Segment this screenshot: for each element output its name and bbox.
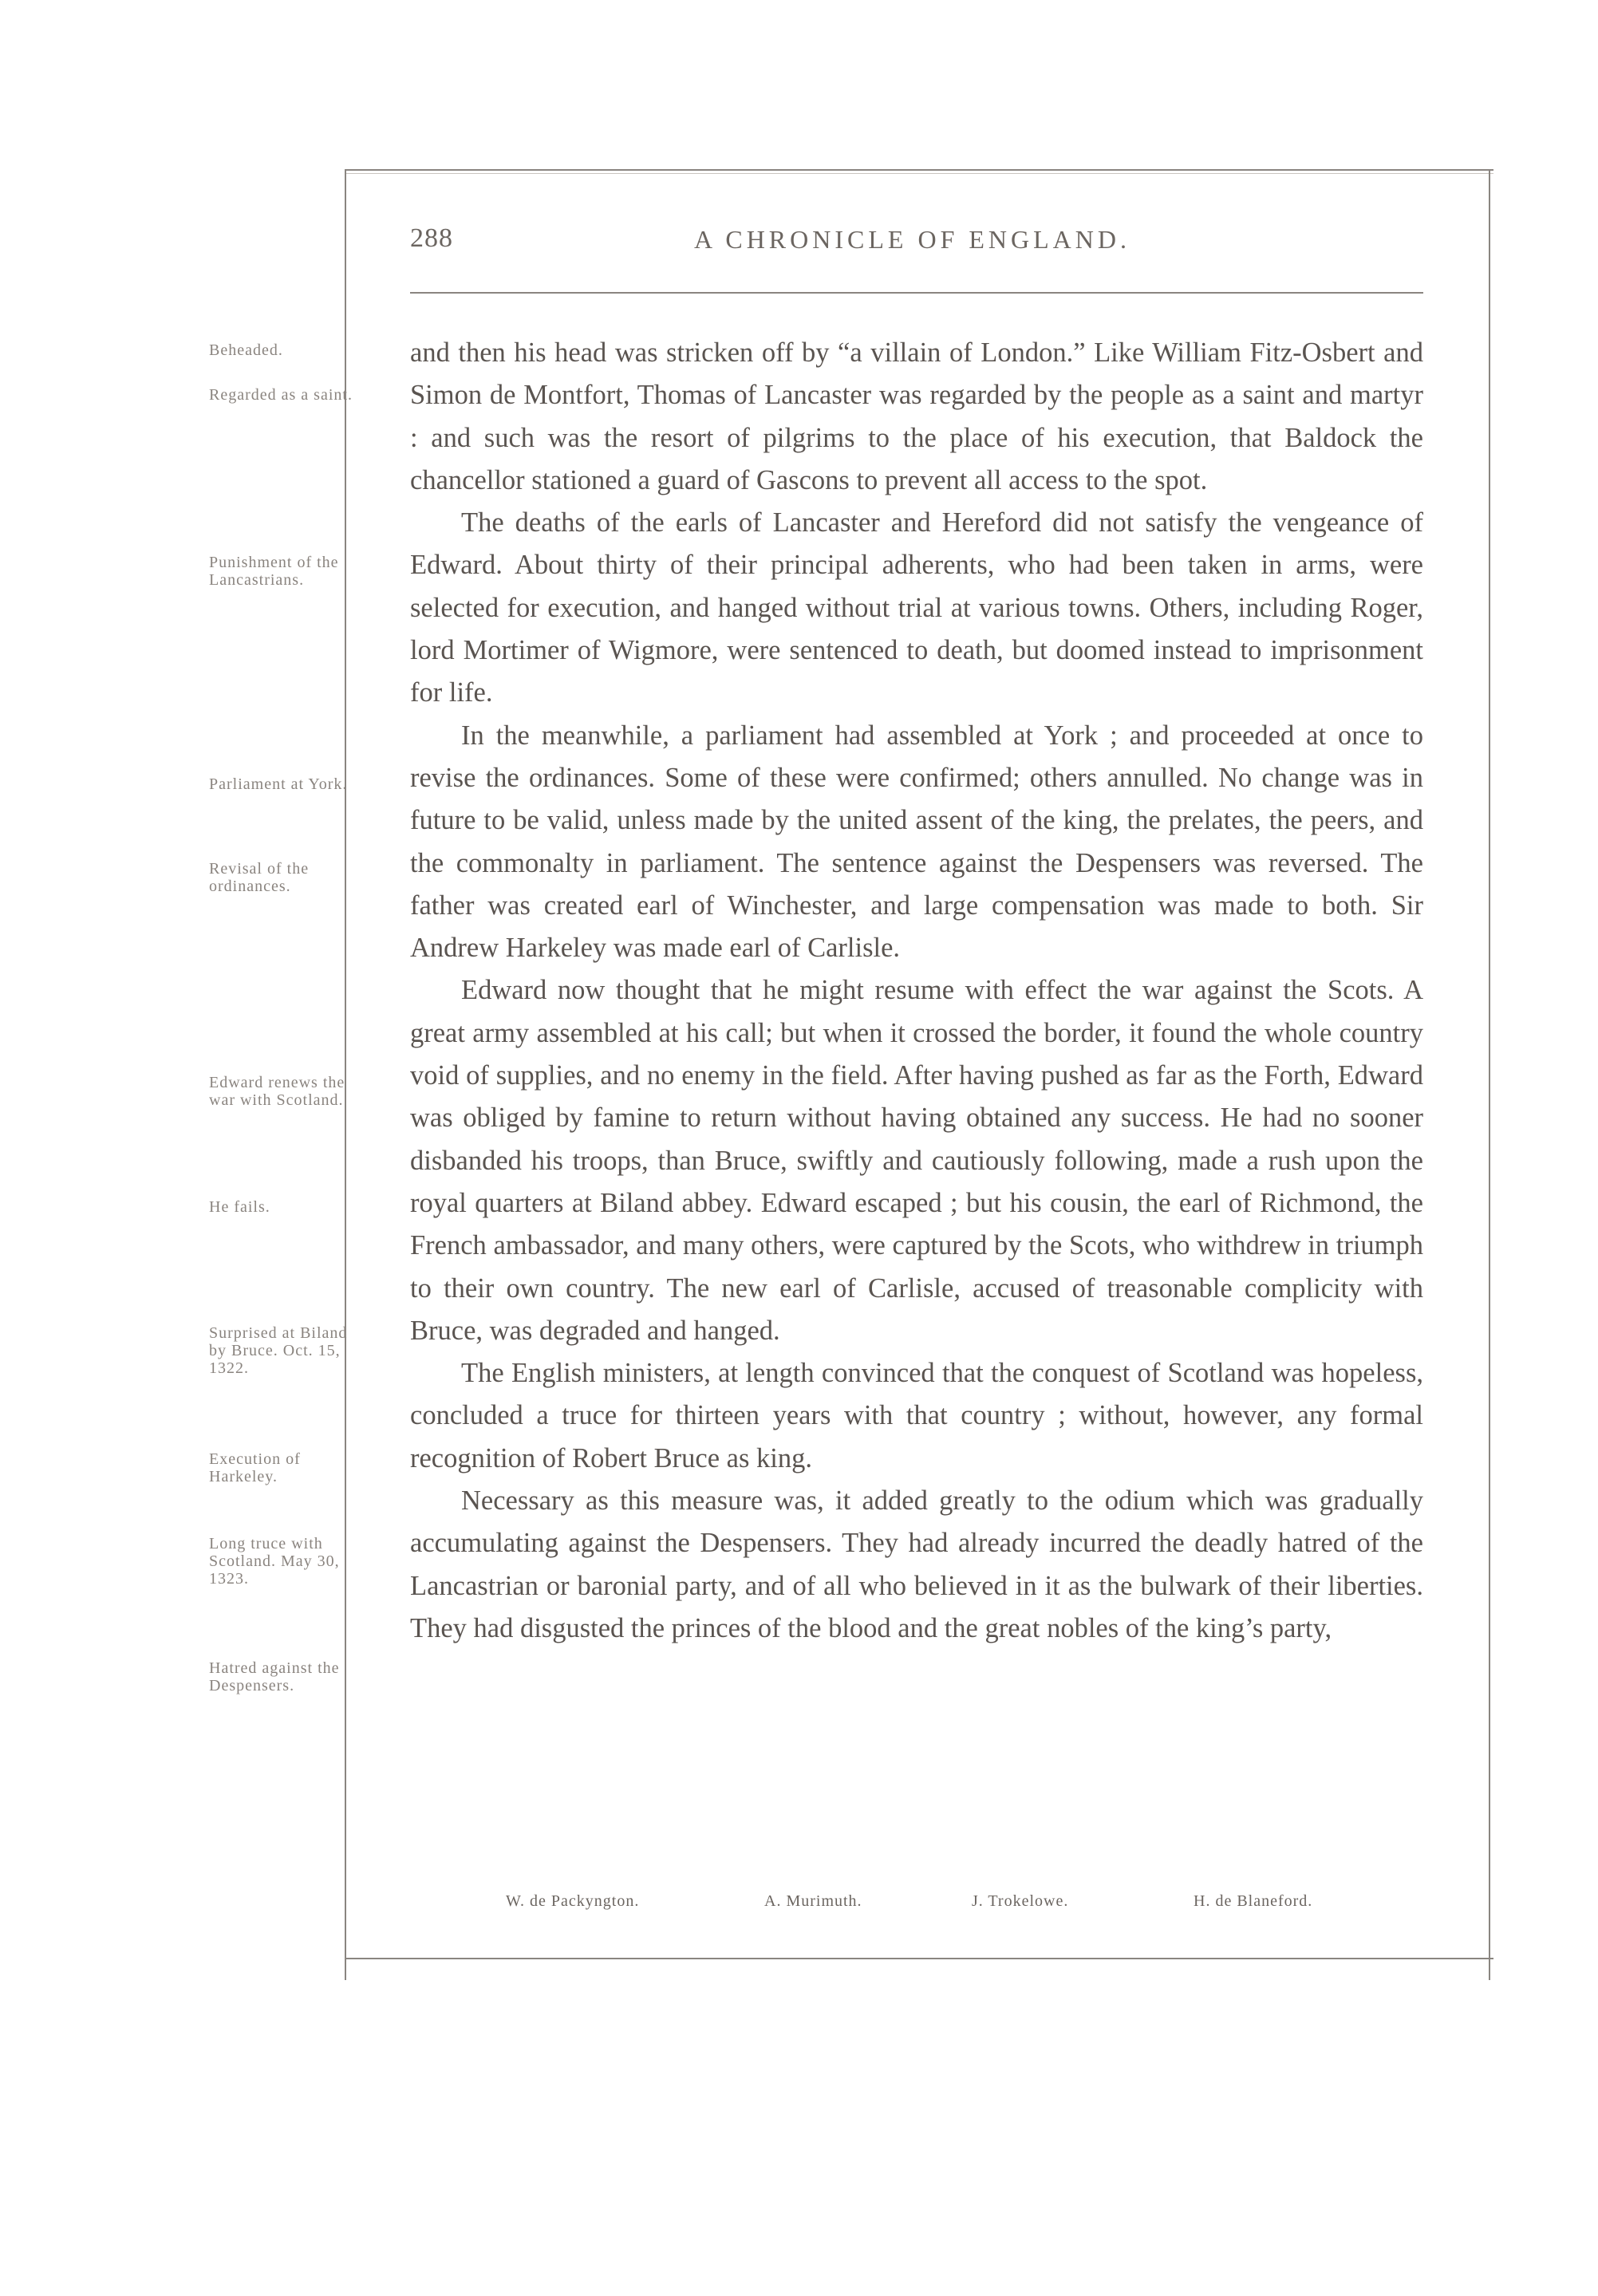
sidenote-parliament-at-york: Parliament at York. [209,775,348,793]
paragraph: and then his head was stricken off by “a villain of London.” Like William Fitz-Osbert and Simon de Montfort, Thomas of Lancaster was regarded by the people as a saint and martyr : and such was the resort of pilgrims to the place of his execution, that Baldock the chancellor stationed a guard of Gascons to prevent all access to the spot. [410,337,1423,495]
sidenote-surprised-at-biland: Surprised at Biland by Bruce. Oct. 15, 1322. [209,1324,348,1377]
paragraph: Necessary as this measure was, it added greatly to the odium which was gradually accumulating against the Despensers. They had already incurred the deadly hatred of the Lancastrian or baronial party, and of all who believed in it as the bulwark of their liberties. They had disgusted the princes of the blood and the great nobles of the king’s party, [410,1485,1423,1643]
sidenote-beheaded: Beheaded. [209,341,283,359]
sidenote-hatred-despensers: Hatred against the Despensers. [209,1659,340,1694]
sidenote-punishment-lancastrians: Punishment of the Lancastrians. [209,554,339,589]
sidenote-regarded-as-saint: Regarded as a saint. [209,386,353,404]
body-text [410,332,1423,1650]
frame-top-inner-rule [345,173,1493,174]
sidenote-he-fails: He fails. [209,1198,270,1216]
frame-right-rule [1489,169,1490,1980]
paragraph: The deaths of the earls of Lancaster and Hereford did not satisfy the vengeance of Edward. About thirty of their principal adherents, who had been taken in arms, were selected for execution, and hanged without trial at various towns. Others, including Roger, lord Mortimer of Wigmore, were sentenced to death, but doomed instead to imprisonment for life. [410,507,1423,708]
sidenote-edward-renews-war: Edward renews the war with Scotland. [209,1074,345,1109]
paragraph: The English ministers, at length convinced that the conquest of Scotland was hopeless, concluded a truce for thirteen years with that country ; without, however, any formal recognition of Robert Bruce as king. [410,1358,1423,1473]
paragraph: In the meanwhile, a parliament had assembled at York ; and proceeded at once to revise the ordinances. Some of these were confirmed; others annulled. No change was in future to be valid, unless made by the united assent of the king, the prelates, the peers, and the commonalty in parliament. The sentence against the Despensers was reversed. The father was created earl of Winchester, and large compensation was made to both. Sir Andrew Harkeley was made earl of Carlisle. [410,720,1423,964]
page-number: 288 [410,223,453,253]
paragraph: Edward now thought that he might resume with effect the war against the Scots. A great army assembled at his call; but when it crossed the border, it found the whole country void of supplies, and no enemy in the field. After having pushed as far as the Forth, Edward was obliged by famine to return without having obtained any success. He had no sooner disbanded his troops, than Bruce, swiftly and cautiously following, made a rush upon the royal quarters at Biland abbey. Edward escaped ; but his cousin, the earl of Richmond, the French ambassador, and many others, were captured by the Scots, who withdrew in triumph to their own country. The new earl of Carlisle, accused of treasonable complicity with Bruce, was degraded and hanged. [410,975,1423,1346]
sidenote-revisal-ordinances: Revisal of the ordinances. [209,860,310,895]
sidenote-long-truce: Long truce with Scotland. May 30, 1323. [209,1535,340,1588]
header-rule [410,292,1423,294]
source-citation: J. Trokelowe. [972,1892,1069,1910]
frame-bottom-rule [345,1958,1493,1959]
source-citation: H. de Blaneford. [1194,1892,1313,1910]
running-head: A CHRONICLE OF ENGLAND. [694,225,1130,254]
source-citation: A. Murimuth. [764,1892,862,1910]
frame-top-rule [345,169,1493,171]
source-citation: W. de Packyngton. [506,1892,640,1910]
sidenote-execution-harkeley: Execution of Harkeley. [209,1450,301,1485]
